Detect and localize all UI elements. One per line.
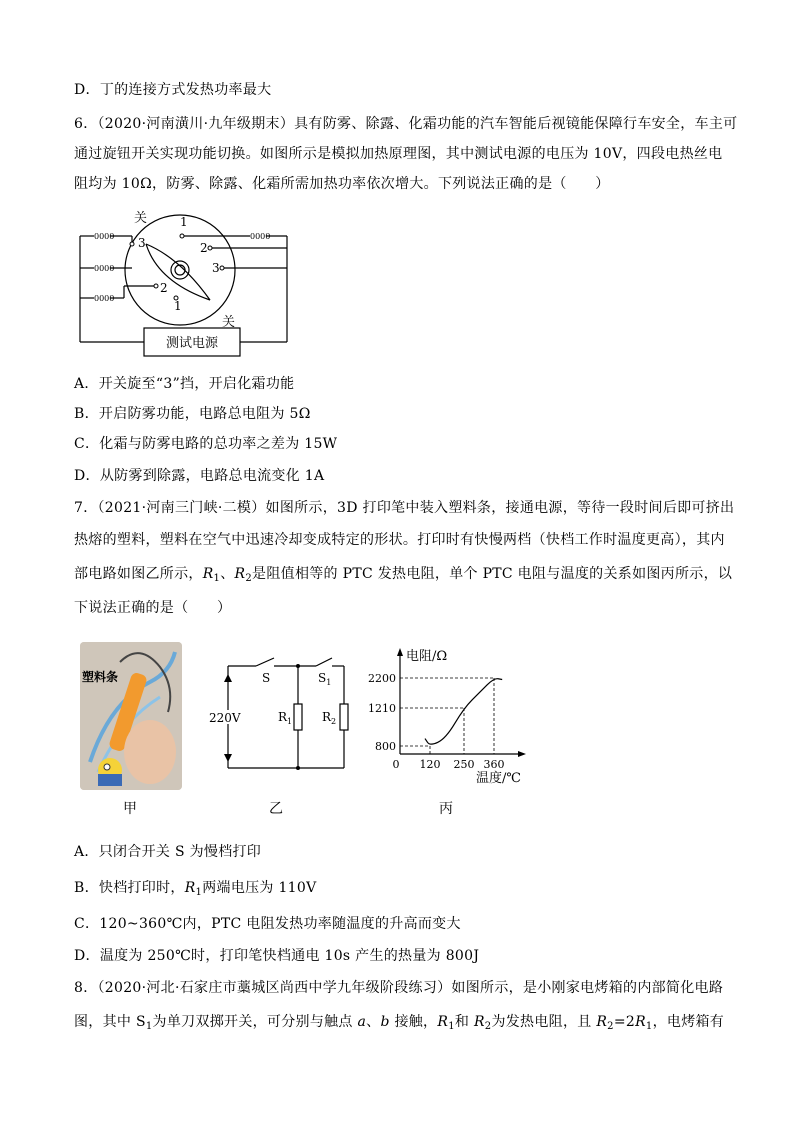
q8-stem-line-2: 图，其中 $S_1$为单刀双掷开关，可分别与触点 a、b 接触，$R_1$和 $R_2$为发热电阻，且 $R_2=2R_1$，电烤箱有 <box>74 1014 725 1032</box>
x-tick-label: 0 <box>392 758 400 771</box>
fig-yi-circuit <box>204 652 354 774</box>
coil-left-2: 0000 <box>94 264 115 273</box>
q6-option-d: D．从防雾到除露，电路总电流变化 1A <box>74 468 325 484</box>
y-axis-title: 电阻/Ω <box>406 649 448 664</box>
q7-option-a: A．只闭合开关 S 为慢档打印 <box>74 844 262 860</box>
fig-yi-caption: 乙 <box>269 801 283 817</box>
label-1-top: 1 <box>180 215 188 229</box>
series-line <box>425 679 502 744</box>
coil-right: 0000 <box>250 232 271 241</box>
x-tick-label: 250 <box>453 758 475 771</box>
label-plastic-strip: 塑料条 <box>82 670 119 684</box>
label-3-left: 3 <box>138 236 146 250</box>
x-tick-label: 120 <box>419 758 441 771</box>
label-3-right: 3 <box>212 261 220 275</box>
y-tick-label: 800 <box>375 740 396 753</box>
q6-stem-line-3: 阻均为 10Ω，防雾、除露、化霜所需加热功率依次增大。下列说法正确的是（ ） <box>74 176 610 192</box>
r1-label: $R_1$ <box>278 710 293 726</box>
chart-axes <box>400 652 522 754</box>
x-axis-title: 温度/℃ <box>476 771 521 786</box>
q6-option-b: B．开启防雾功能，电路总电阻为 5Ω <box>74 406 311 422</box>
q7-option-c: C．120~360℃内，PTC 电阻发热功率随温度的升高而变大 <box>74 916 461 932</box>
x-axis-arrow <box>518 751 526 757</box>
switch-s-label: S <box>262 671 271 685</box>
label-2-right: 2 <box>200 241 208 255</box>
q7-stem-line-1: 7．（2021·河南三门峡·二模）如图所示，3D 打印笔中装入塑料条，接通电源，等待一段时间后即可挤出 <box>74 500 735 516</box>
q8-stem-line-1: 8．（2020·河北·石家庄市藁城区尚西中学九年级阶段练习）如图所示，是小刚家电烤箱的内部简化电路 <box>74 980 724 996</box>
q7-stem-line-4: 下说法正确的是（ ） <box>74 600 232 616</box>
label-1-bottom: 1 <box>174 299 182 313</box>
q5-option-d: D．丁的连接方式发热功率最大 <box>74 82 272 98</box>
3d-pen-illustration <box>80 642 182 790</box>
q6-option-c: C．化霜与防雾电路的总功率之差为 15W <box>74 436 338 452</box>
coil-left-1: 0000 <box>94 232 115 241</box>
q7-option-d: D．温度为 250℃时，打印笔快档通电 10s 产生的热量为 800J <box>74 948 480 964</box>
q7-stem-line-2: 热熔的塑料，塑料在空气中迅速冷却变成特定的形状。打印时有快慢两档（快档工作时温度更高），其内 <box>74 532 725 548</box>
power-supply-label: 测试电源 <box>165 336 219 351</box>
fig-bing-chart <box>364 644 534 790</box>
coil-left-3: 0000 <box>94 294 115 303</box>
fig-jia-photo <box>80 642 182 790</box>
label-guan-bottom: 关 <box>222 315 236 330</box>
x-tick-label: 360 <box>483 758 505 771</box>
y-tick-label: 1210 <box>368 702 396 715</box>
fig-jia-caption: 甲 <box>123 801 137 817</box>
y-axis-arrow <box>397 648 403 656</box>
r2-label: $R_2$ <box>322 710 337 726</box>
label-guan-top: 关 <box>134 211 148 226</box>
switch-s1-label: $S_1$ <box>318 671 332 687</box>
q7-stem-line-3: 部电路如图乙所示，$R_1$、$R_2$是阻值相等的 PTC 发热电阻，单个 PTC 电阻与温度的关系如图丙所示，以 <box>74 566 733 584</box>
label-2-left: 2 <box>160 281 168 295</box>
q6-option-a: A．开关旋至“3”挡，开启化霜功能 <box>74 376 295 392</box>
q6-stem-line-2: 通过旋钮开关实现功能切换。如图所示是模拟加热原理图，其中测试电源的电压为 10V，四段电热丝电 <box>74 146 723 162</box>
voltage-label: 220V <box>209 711 241 725</box>
q7-option-b: B．快档打印时，$R_1$两端电压为 110V <box>74 880 317 898</box>
fig-bing-caption: 丙 <box>439 801 453 817</box>
y-tick-label: 2200 <box>368 672 396 685</box>
q6-stem-line-1: 6．（2020·河南潢川·九年级期末）具有防雾、除露、化霜功能的汽车智能后视镜能保障行车安全，车主可 <box>74 116 738 132</box>
q6-circuit-figure <box>72 200 312 365</box>
